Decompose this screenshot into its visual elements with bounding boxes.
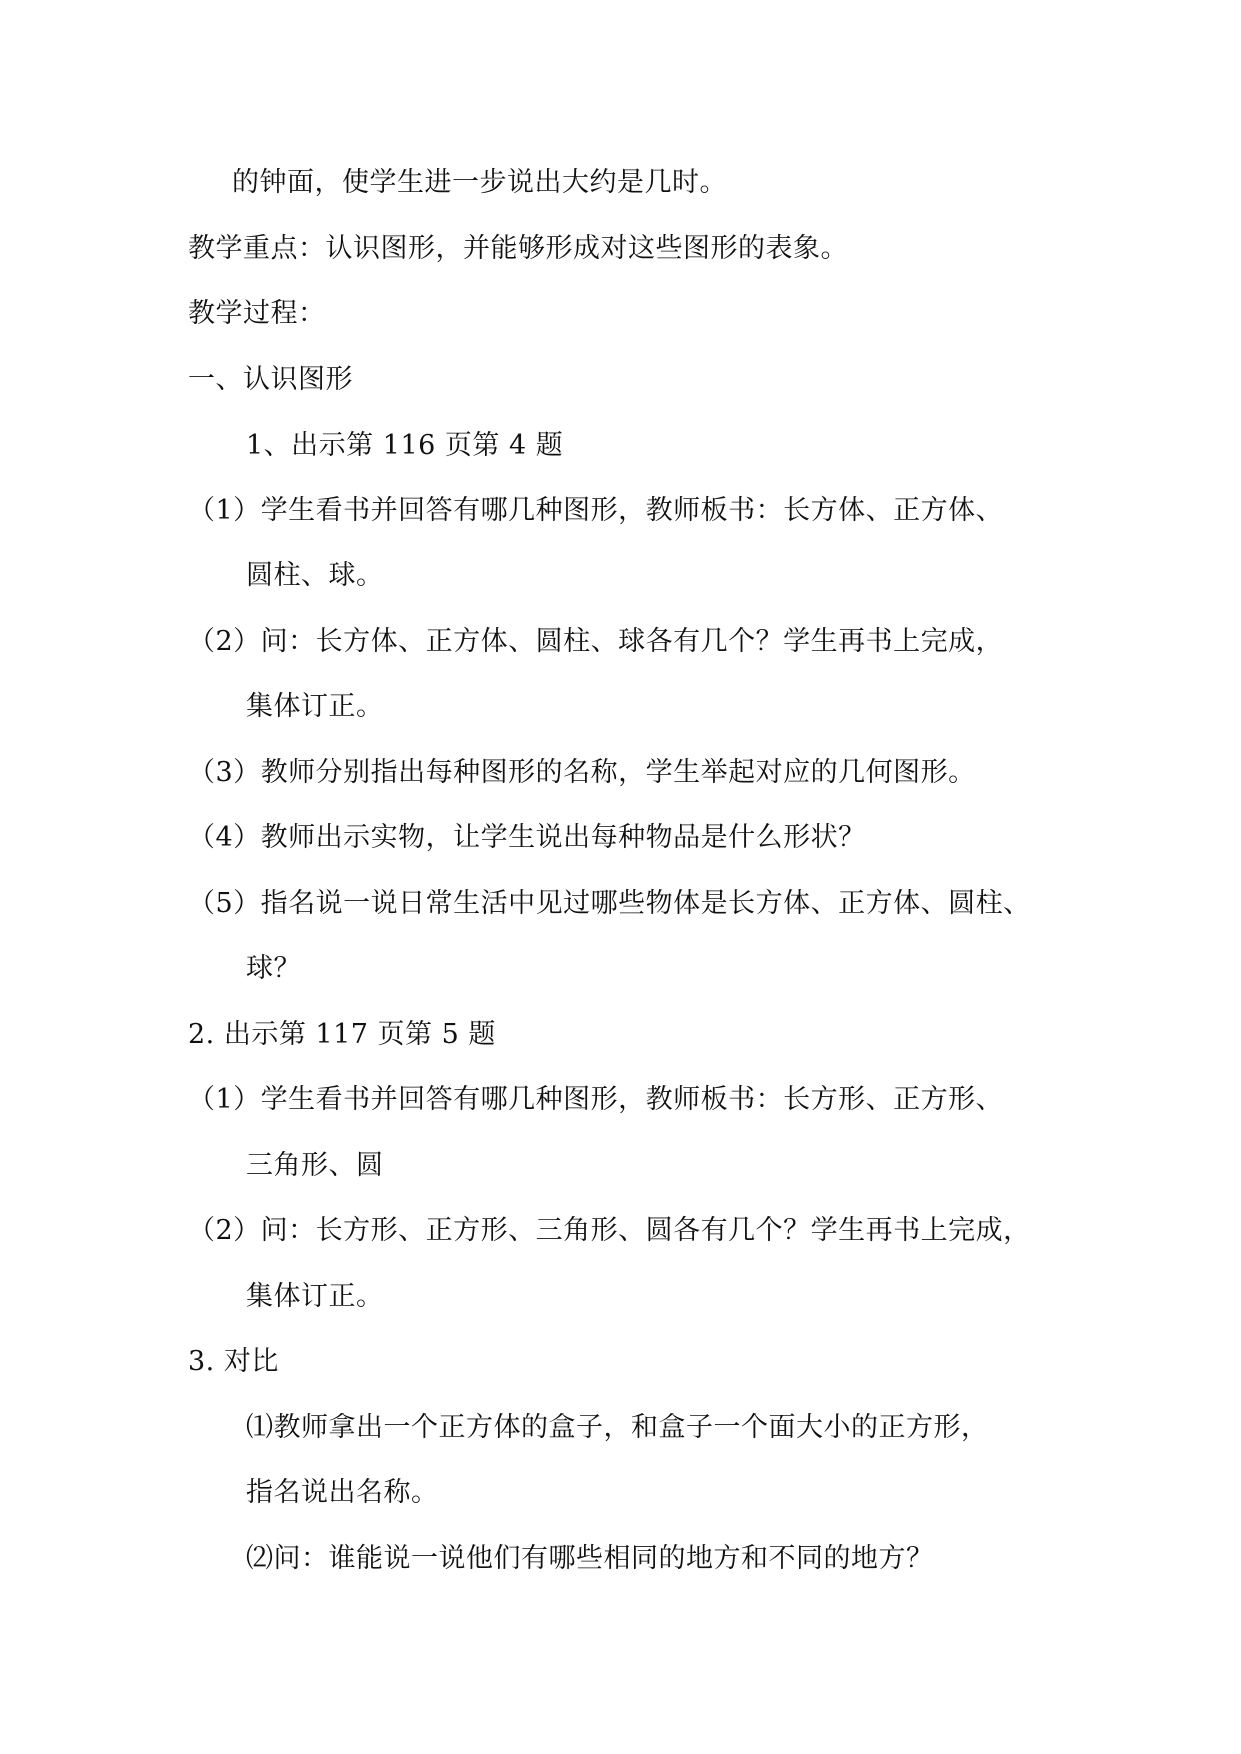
list-item: （2）问：长方形、正方形、三角形、圆各有几个？学生再书上完成，: [188, 1215, 1031, 1246]
list-item: ⑵问：谁能说一说他们有哪些相同的地方和不同的地方？: [246, 1543, 934, 1574]
text-line: 集体订正。: [246, 1281, 384, 1312]
section-heading: 3. 对比: [188, 1346, 279, 1377]
text-line: 集体订正。: [246, 691, 384, 722]
text-line: 球？: [246, 953, 301, 984]
list-item: （3）教师分别指出每种图形的名称，学生举起对应的几何图形。: [188, 757, 976, 788]
section-heading: 一、认识图形: [188, 364, 353, 395]
text-line: 指名说出名称。: [246, 1477, 439, 1508]
list-item: （1）学生看书并回答有哪几种图形，教师板书：长方体、正方体、: [188, 495, 1004, 526]
section-heading: 2. 出示第 117 页第 5 题: [188, 1019, 496, 1050]
text-line: 的钟面，使学生进一步说出大约是几时。: [232, 167, 727, 198]
list-item: （1）学生看书并回答有哪几种图形，教师板书：长方形、正方形、: [188, 1084, 1004, 1115]
list-item: （4）教师出示实物，让学生说出每种物品是什么形状？: [188, 822, 866, 853]
list-item: （5）指名说一说日常生活中见过哪些物体是长方体、正方体、圆柱、: [188, 888, 1031, 919]
list-item: （2）问：长方体、正方体、圆柱、球各有几个？学生再书上完成，: [188, 626, 1004, 657]
text-line: 教学重点：认识图形，并能够形成对这些图形的表象。: [188, 233, 848, 264]
text-line: 圆柱、球。: [246, 560, 384, 591]
text-line: 1、出示第 116 页第 4 题: [246, 430, 564, 461]
text-line: 教学过程：: [188, 298, 326, 329]
list-item: ⑴教师拿出一个正方体的盒子，和盒子一个面大小的正方形，: [246, 1412, 989, 1443]
text-line: 三角形、圆: [246, 1150, 384, 1181]
